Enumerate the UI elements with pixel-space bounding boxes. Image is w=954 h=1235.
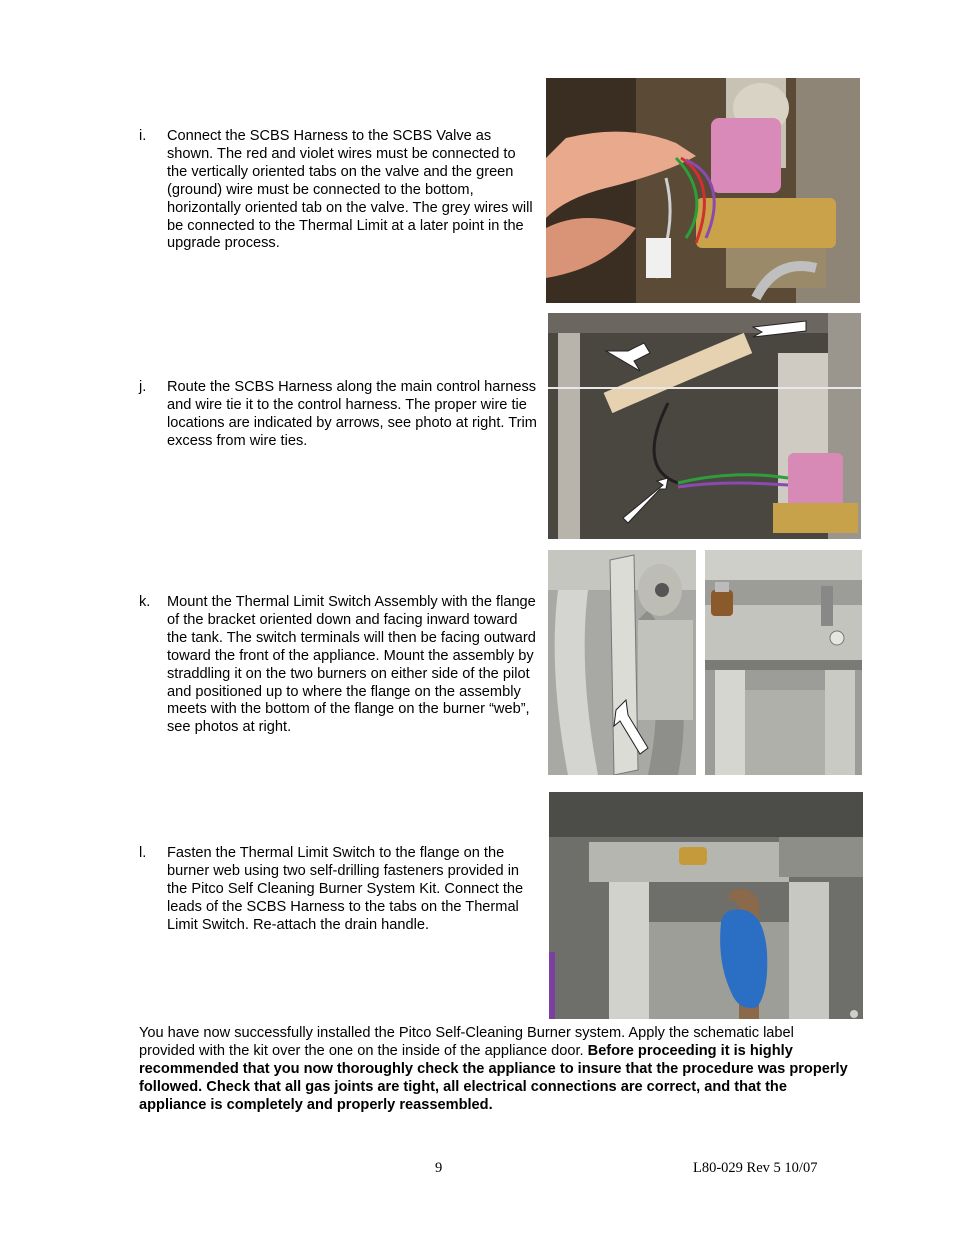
closing-paragraph — [139, 1024, 849, 1114]
step-i — [139, 128, 539, 253]
step-marker: i. — [139, 128, 147, 144]
step-k — [139, 594, 539, 737]
step-marker: j. — [139, 379, 147, 395]
thermal-switch-photo — [705, 550, 862, 775]
step-marker: k. — [139, 594, 151, 610]
step-marker: l. — [139, 845, 147, 861]
closing-bold-warning: Before proceeding it is highly recommended that you now thoroughly check the appliance to insure that the procedure was properly followed. Check that all gas joints are tight, all electrical connections are correct, and that the appliance is completely and properly reassembled. — [139, 1043, 848, 1113]
bracket-flange-photo — [548, 550, 696, 775]
page-number: 9 — [435, 1160, 443, 1176]
valve-connection-photo — [546, 78, 860, 303]
step-text: Mount the Thermal Limit Switch Assembly with the flange of the bracket oriented down and facing inward toward the tank. The switch terminals will then be facing outward toward the front of the appliance. Mount the assembly by straddling it on the two burners on either side of the pilot and positioned up to where the flange on the assembly meets with the bottom of the flange on the burner “web”, see photos at right. — [167, 594, 536, 736]
document-reference: L80-029 Rev 5 10/07 — [693, 1160, 818, 1176]
step-text: Connect the SCBS Harness to the SCBS Valve as shown. The red and violet wires must be connected to the vertically oriented tabs on the valve and the green (ground) wire must be connected to the bottom, horizontally oriented tab on the valve. The grey wires will be connected to the Thermal Limit at a later point in the upgrade process. — [167, 128, 533, 252]
step-text: Fasten the Thermal Limit Switch to the flange on the burner web using two self-drilling fasteners provided in the Pitco Self Cleaning Burner System Kit. Connect the leads of the SCBS Harness to the tabs on the Thermal Limit Switch. Re-attach the drain handle. — [167, 845, 524, 933]
step-j — [139, 379, 539, 451]
step-l — [139, 845, 539, 935]
fastened-switch-photo — [549, 792, 863, 1019]
step-text: Route the SCBS Harness along the main control harness and wire tie it to the control harness. The proper wire tie locations are indicated by arrows, see photo at right. Trim excess from wire ties. — [167, 379, 537, 449]
harness-routing-photo — [548, 313, 861, 539]
closing-normal-text: You have now successfully installed the Pitco Self-Cleaning Burner system. Apply the schematic label provided with the kit over the one on the inside of the appliance door. — [139, 1025, 794, 1059]
